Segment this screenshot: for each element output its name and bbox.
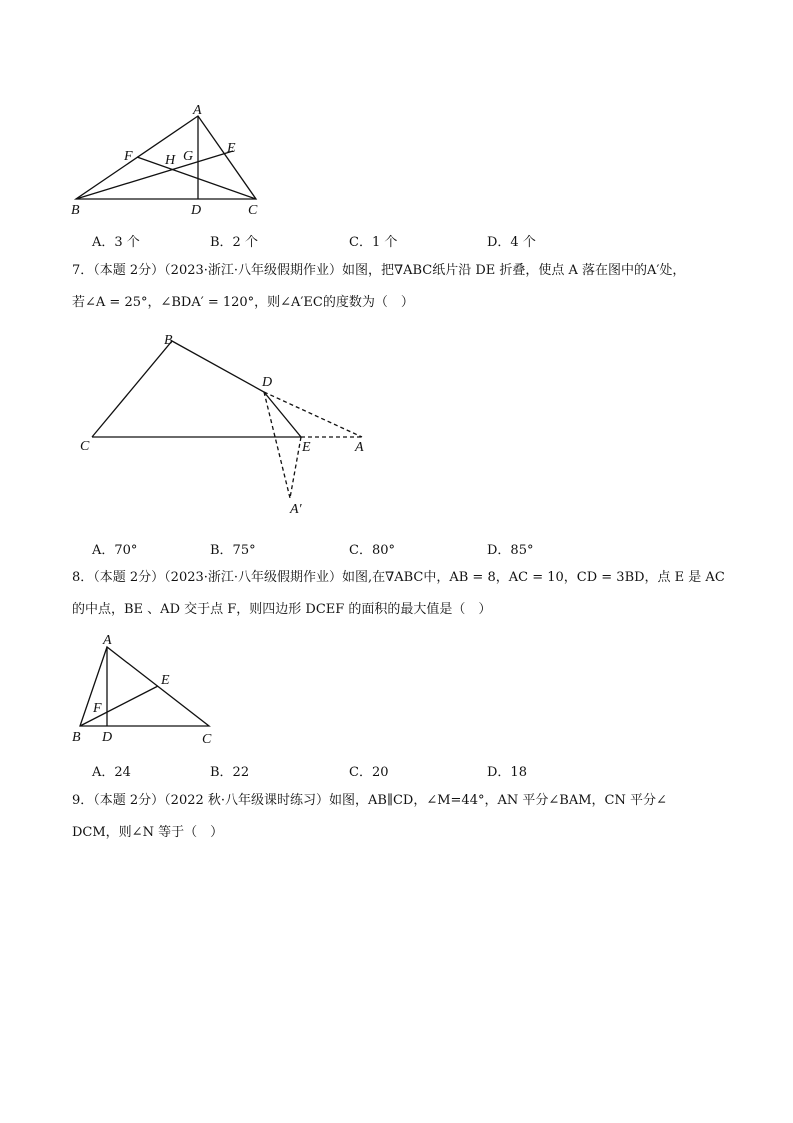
q7-label-a-prime: A′ [290,502,302,517]
q8-option-c[interactable]: C．20 [349,765,389,780]
q7-option-c[interactable]: C．80° [349,543,395,558]
q8-options [92,761,652,779]
q8-stem-line2: 的中点，BE 、AD 交于点 F，则四边形 DCEF 的面积的最大值是（ ） [72,602,492,617]
q7-fold-figure [72,330,382,520]
q7-label-a: A [355,440,364,455]
q6-option-b[interactable]: B．2 个 [210,235,258,250]
q6-triangle-figure [60,98,280,220]
q6-label-f: F [124,149,133,164]
q6-label-a: A [193,103,202,118]
q6-label-g: G [183,149,194,164]
q6-label-b: B [71,203,80,218]
q6-label-h: H [165,153,176,168]
q7-label-c: C [80,439,90,454]
q7-option-a[interactable]: A．70° [92,543,138,558]
q8-label-c: C [202,732,212,747]
q8-label-e: E [161,673,170,688]
q9-stem-line2: DCM，则∠N 等于（ ） [72,825,224,840]
q7-option-d[interactable]: D．85° [487,543,534,558]
q8-triangle-figure [66,630,226,748]
q6-label-c: C [248,203,258,218]
q7-dashed-ea-prime [290,437,301,498]
q6-option-a[interactable]: A．3 个 [92,235,140,250]
q6-line-be [76,151,233,199]
q6-line-cf [137,157,256,199]
q7-label-d: D [262,375,273,390]
q7-stem-line1: 7．（本题 2分）（2023·浙江·八年级假期作业）如图，把∇ABC纸片沿 DE 折叠，使点 A 落在图中的A′处， [72,263,686,278]
q8-option-a[interactable]: A．24 [92,765,131,780]
q7-options [92,539,652,557]
q7-stem-line2: 若∠A = 25°，∠BDA′ = 120°，则∠A′EC的度数为（ ） [72,295,414,310]
q8-label-b: B [72,730,81,745]
q7-label-e: E [302,440,311,455]
q8-label-f: F [93,701,102,716]
q8-stem-line1: 8．（本题 2分）（2023·浙江·八年级假期作业）如图,在∇ABC中，AB = 8，AC = 10，CD = 3BD，点 E 是 AC [72,570,725,585]
q8-label-d: D [102,730,113,745]
q8-label-a: A [103,633,112,648]
q8-option-b[interactable]: B．22 [210,765,250,780]
q9-stem-line1: 9．（本题 2分）（2022 秋·八年级课时练习）如图，AB∥CD，∠M=44°，AN 平分∠BAM，CN 平分∠ [72,793,667,808]
q7-dashed-da [264,392,362,437]
q6-options [92,231,652,249]
q7-label-b: B [164,333,173,348]
q8-option-d[interactable]: D．18 [487,765,527,780]
q6-option-c[interactable]: C．1 个 [349,235,398,250]
q6-label-d: D [191,203,202,218]
q6-label-e: E [227,141,236,156]
q6-option-d[interactable]: D．4 个 [487,235,536,250]
q7-option-b[interactable]: B．75° [210,543,256,558]
